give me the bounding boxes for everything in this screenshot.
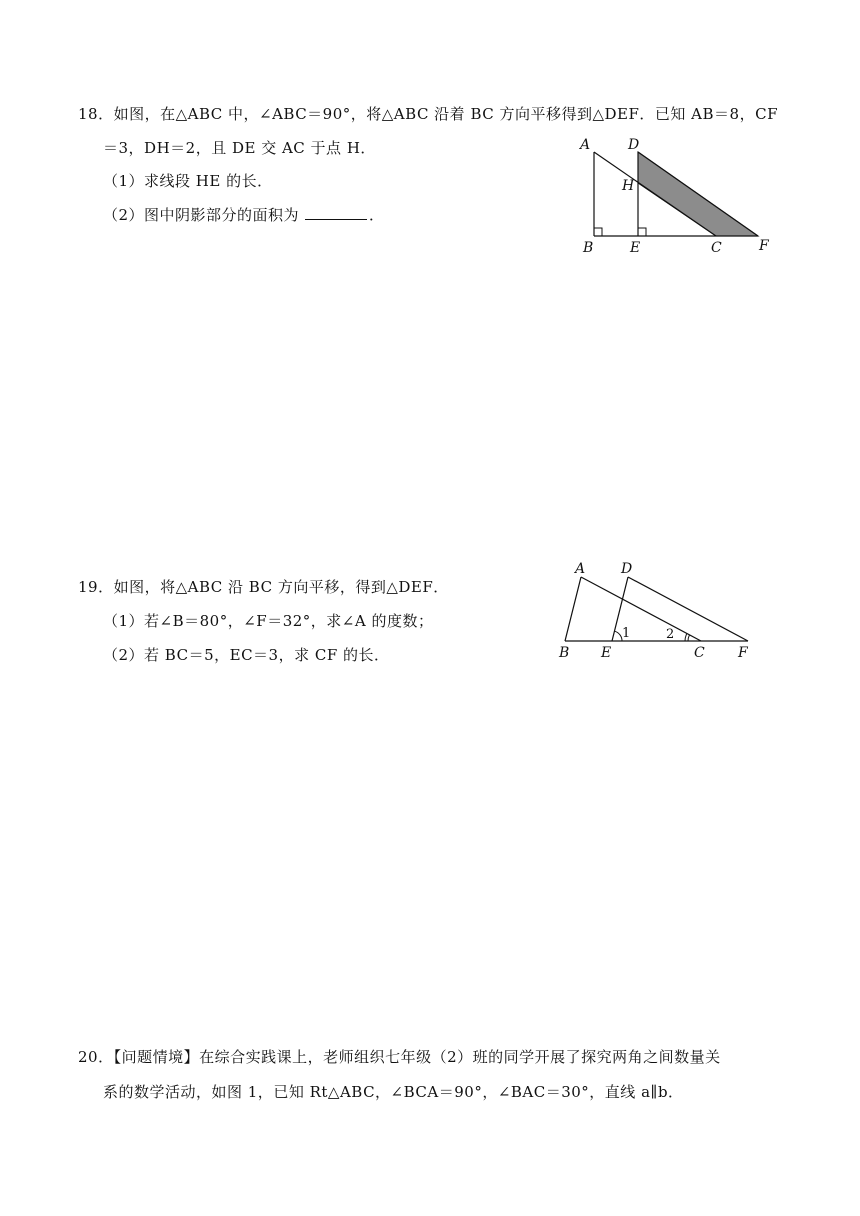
q19-segment-df	[628, 577, 748, 641]
q19-segment-ab	[565, 577, 581, 641]
q18-answer-blank[interactable]	[305, 205, 367, 220]
q19-angle1-arc	[615, 631, 623, 641]
q19-label-angle1: 1	[622, 626, 631, 641]
q18-label-e: E	[630, 240, 641, 256]
q18-stem-line1: 18．如图，在△ABC 中，∠ABC＝90°，将△ABC 沿着 BC 方向平移得到△DEF．已知 AB＝8，CF	[78, 105, 778, 123]
q19-angle2-arc-outer	[685, 634, 687, 642]
q19-label-e: E	[601, 645, 612, 661]
q20-stem-line1: 20．【问题情境】在综合实践课上，老师组织七年级（2）班的同学开展了探究两角之间数量关	[78, 1048, 721, 1066]
q18-label-c: C	[711, 240, 722, 256]
q18-figure	[570, 130, 790, 260]
q19-stem-line1: 19．如图，将△ABC 沿 BC 方向平移，得到△DEF．	[78, 578, 449, 596]
q19-label-d: D	[621, 561, 633, 577]
q19-angle2-arc-inner	[688, 635, 690, 641]
q18-label-b: B	[583, 240, 594, 256]
q18-right-angle-e	[638, 228, 646, 236]
q19-label-b: B	[559, 645, 570, 661]
q18-label-f: F	[759, 238, 769, 254]
q19-part2: （2）若 BC＝5，EC＝3，求 CF 的长．	[103, 646, 390, 664]
q18-stem-line2: ＝3，DH＝2，且 DE 交 AC 于点 H．	[103, 139, 376, 157]
q19-label-angle2: 2	[666, 627, 675, 642]
q19-part1: （1）若∠B＝80°，∠F＝32°，求∠A 的度数；	[103, 612, 434, 630]
q18-label-h: H	[622, 178, 635, 194]
q19-label-c: C	[694, 645, 705, 661]
q20-stem-line2: 系的数学活动，如图 1，已知 Rt△ABC，∠BCA＝90°，∠BAC＝30°，直线 a∥b．	[103, 1083, 684, 1101]
q18-part1: （1）求线段 HE 的长．	[103, 172, 273, 190]
q18-part2-suffix: ．	[369, 206, 385, 224]
q18-part2-prefix: （2）图中阴影部分的面积为	[103, 206, 300, 224]
q19-segment-ac	[581, 577, 701, 641]
q18-label-a: A	[580, 137, 591, 153]
q19-label-a: A	[575, 561, 586, 577]
q18-right-angle-b	[594, 228, 602, 236]
q19-figure	[555, 555, 765, 665]
q19-label-f: F	[738, 645, 748, 661]
q18-part2	[103, 205, 385, 225]
q18-label-d: D	[628, 137, 640, 153]
